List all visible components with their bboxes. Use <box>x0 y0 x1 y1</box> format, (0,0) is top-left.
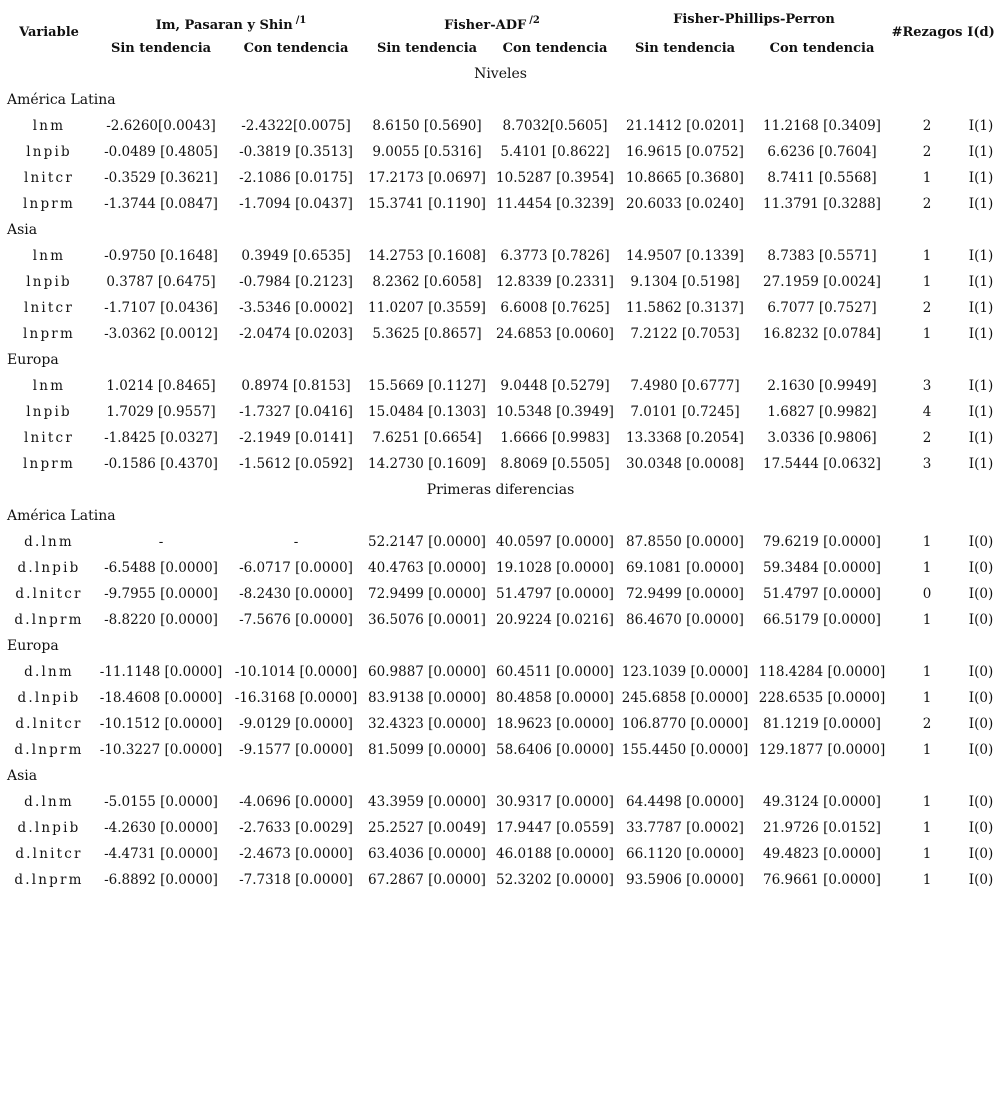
table-cell: I(0) <box>968 534 994 550</box>
variable-cell: lnitcr <box>24 430 74 446</box>
table-cell: 8.8069 [0.5505] <box>500 456 610 472</box>
table-cell: 1 <box>922 742 932 758</box>
table-cell: -2.4673 [0.0000] <box>239 846 353 862</box>
table-cell: 1 <box>922 846 932 862</box>
header-lags: #Rezagos <box>891 25 963 40</box>
table-cell: -2.6260[0.0043] <box>106 118 216 134</box>
table-cell: -0.7984 [0.2123] <box>239 274 353 290</box>
variable-cell: lnitcr <box>24 300 74 316</box>
variable-cell: d.lnitcr <box>15 586 83 602</box>
table-cell: 123.1039 [0.0000] <box>621 664 749 680</box>
table-cell: -2.1949 [0.0141] <box>239 430 353 446</box>
variable-cell: d.lnpib <box>17 690 81 706</box>
table-cell: I(0) <box>968 846 994 862</box>
table-cell: - <box>158 534 164 550</box>
table-row <box>0 529 1001 555</box>
table-cell: 8.2362 [0.6058] <box>372 274 482 290</box>
table-cell: -6.0717 [0.0000] <box>239 560 353 576</box>
variable-cell: d.lnm <box>24 794 74 810</box>
table-cell: 52.2147 [0.0000] <box>368 534 486 550</box>
table-cell: 27.1959 [0.0024] <box>763 274 881 290</box>
table-cell: 15.3741 [0.1190] <box>368 196 486 212</box>
table-row <box>0 243 1001 269</box>
table-cell: -0.1586 [0.4370] <box>104 456 218 472</box>
table-cell: -7.5676 [0.0000] <box>239 612 353 628</box>
table-cell: I(0) <box>968 872 994 888</box>
table-cell: 12.8339 [0.2331] <box>496 274 614 290</box>
table-cell: 6.6236 [0.7604] <box>767 144 877 160</box>
table-cell: 93.5906 [0.0000] <box>626 872 744 888</box>
table-cell: - <box>293 534 299 550</box>
table-cell: I(1) <box>968 248 994 264</box>
table-cell: 7.4980 [0.6777] <box>630 378 740 394</box>
table-cell: 16.8232 [0.0784] <box>763 326 881 342</box>
table-cell: 69.1081 [0.0000] <box>626 560 744 576</box>
variable-cell: lnpib <box>26 404 72 420</box>
table-cell: 14.9507 [0.1339] <box>626 248 744 264</box>
variable-cell: lnpib <box>26 274 72 290</box>
variable-cell: lnprm <box>23 196 75 212</box>
table-cell: 20.9224 [0.0216] <box>496 612 614 628</box>
table-cell: -1.3744 [0.0847] <box>104 196 218 212</box>
variable-cell: d.lnprm <box>14 742 84 758</box>
table-cell: 0.8974 [0.8153] <box>241 378 351 394</box>
subheader-col-6: Con tendencia <box>769 41 875 56</box>
table-cell: -1.8425 [0.0327] <box>104 430 218 446</box>
table-cell: 72.9499 [0.0000] <box>368 586 486 602</box>
table-cell: 21.9726 [0.0152] <box>763 820 881 836</box>
table-cell: -6.8892 [0.0000] <box>104 872 218 888</box>
table-cell: 11.0207 [0.3559] <box>368 300 486 316</box>
table-cell: 1 <box>922 560 932 576</box>
table-cell: -5.0155 [0.0000] <box>104 794 218 810</box>
header-order: I(d) <box>967 25 995 40</box>
variable-cell: lnitcr <box>24 170 74 186</box>
table-cell: 79.6219 [0.0000] <box>763 534 881 550</box>
table-cell: 49.3124 [0.0000] <box>763 794 881 810</box>
table-cell: I(0) <box>968 690 994 706</box>
table-cell: 80.4858 [0.0000] <box>496 690 614 706</box>
table-cell: 11.4454 [0.3239] <box>496 196 614 212</box>
table-cell: -4.4731 [0.0000] <box>104 846 218 862</box>
table-cell: 30.0348 [0.0008] <box>626 456 744 472</box>
table-row <box>0 373 1001 399</box>
table-cell: -0.9750 [0.1648] <box>104 248 218 264</box>
table-row <box>0 659 1001 685</box>
table-cell: 1 <box>922 248 932 264</box>
region-label: Asia <box>7 222 38 238</box>
table-cell: 40.0597 [0.0000] <box>496 534 614 550</box>
table-cell: 8.7411 [0.5568] <box>767 170 877 186</box>
table-cell: 1 <box>922 170 932 186</box>
table-cell: 15.0484 [0.1303] <box>368 404 486 420</box>
table-row <box>0 165 1001 191</box>
table-cell: -1.7327 [0.0416] <box>239 404 353 420</box>
table-cell: -11.1148 [0.0000] <box>99 664 223 680</box>
table-row <box>0 581 1001 607</box>
table-cell: 0 <box>922 586 932 602</box>
variable-cell: lnm <box>32 248 66 264</box>
table-cell: 9.0055 [0.5316] <box>372 144 482 160</box>
table-cell: 7.0101 [0.7245] <box>630 404 740 420</box>
table-cell: I(1) <box>968 456 994 472</box>
table-cell: 49.4823 [0.0000] <box>763 846 881 862</box>
table-cell: -2.7633 [0.0029] <box>239 820 353 836</box>
table-cell: 2 <box>922 144 932 160</box>
table-cell: 66.5179 [0.0000] <box>763 612 881 628</box>
table-cell: I(1) <box>968 144 994 160</box>
table-cell: 1 <box>922 872 932 888</box>
table-cell: I(1) <box>968 170 994 186</box>
table-cell: 3 <box>922 456 932 472</box>
table-cell: 43.3959 [0.0000] <box>368 794 486 810</box>
table-cell: I(1) <box>968 196 994 212</box>
table-cell: 14.2730 [0.1609] <box>368 456 486 472</box>
table-cell: 19.1028 [0.0000] <box>496 560 614 576</box>
variable-cell: d.lnpib <box>17 560 81 576</box>
subheader-col-3: Sin tendencia <box>376 41 478 56</box>
table-row <box>0 191 1001 217</box>
table-cell: -0.0489 [0.4805] <box>104 144 218 160</box>
table-row <box>0 789 1001 815</box>
header-note-fisher-adf: /2 <box>529 15 540 26</box>
table-cell: 1.6827 [0.9982] <box>767 404 877 420</box>
table-cell: 60.9887 [0.0000] <box>368 664 486 680</box>
table-cell: I(1) <box>968 404 994 420</box>
variable-cell: d.lnitcr <box>15 846 83 862</box>
table-cell: 24.6853 [0.0060] <box>496 326 614 342</box>
table-row <box>0 451 1001 477</box>
table-cell: -10.1512 [0.0000] <box>99 716 223 732</box>
table-cell: 16.9615 [0.0752] <box>626 144 744 160</box>
table-cell: 1 <box>922 794 932 810</box>
table-cell: 20.6033 [0.0240] <box>626 196 744 212</box>
table-cell: I(0) <box>968 742 994 758</box>
subheader-col-4: Con tendencia <box>502 41 608 56</box>
table-cell: 6.3773 [0.7826] <box>500 248 610 264</box>
table-cell: I(0) <box>968 820 994 836</box>
table-cell: 17.5444 [0.0632] <box>763 456 881 472</box>
table-row <box>0 139 1001 165</box>
table-cell: -4.0696 [0.0000] <box>239 794 353 810</box>
table-cell: 1.7029 [0.9557] <box>106 404 216 420</box>
table-cell: 0.3787 [0.6475] <box>106 274 216 290</box>
table-cell: I(0) <box>968 612 994 628</box>
table-cell: 1 <box>922 820 932 836</box>
table-cell: 11.5862 [0.3137] <box>626 300 744 316</box>
header-note-ips: /1 <box>295 15 307 26</box>
table-cell: 9.0448 [0.5279] <box>500 378 610 394</box>
region-label: América Latina <box>7 508 116 524</box>
table-row <box>0 841 1001 867</box>
table-cell: 59.3484 [0.0000] <box>763 560 881 576</box>
table-cell: 1 <box>922 326 932 342</box>
table-cell: 1.0214 [0.8465] <box>106 378 216 394</box>
table-cell: I(1) <box>968 118 994 134</box>
subheader-col-5: Sin tendencia <box>634 41 736 56</box>
table-cell: -1.7107 [0.0436] <box>104 300 218 316</box>
table-cell: 7.6251 [0.6654] <box>372 430 482 446</box>
table-cell: 15.5669 [0.1127] <box>368 378 486 394</box>
table-cell: -6.5488 [0.0000] <box>104 560 218 576</box>
table-cell: 10.5348 [0.3949] <box>496 404 614 420</box>
table-cell: 67.2867 [0.0000] <box>368 872 486 888</box>
table-cell: -8.8220 [0.0000] <box>104 612 218 628</box>
region-label: América Latina <box>7 92 116 108</box>
table-cell: -7.7318 [0.0000] <box>239 872 353 888</box>
table-cell: -0.3529 [0.3621] <box>104 170 218 186</box>
table-cell: 245.6858 [0.0000] <box>621 690 749 706</box>
table-cell: 155.4450 [0.0000] <box>621 742 749 758</box>
table-cell: 3.0336 [0.9806] <box>767 430 877 446</box>
table-cell: -1.5612 [0.0592] <box>239 456 353 472</box>
table-cell: -3.5346 [0.0002] <box>239 300 353 316</box>
table-cell: -1.7094 [0.0437] <box>239 196 353 212</box>
table-cell: 17.2173 [0.0697] <box>368 170 486 186</box>
variable-cell: lnprm <box>23 456 75 472</box>
table-cell: 10.8665 [0.3680] <box>626 170 744 186</box>
table-row <box>0 555 1001 581</box>
header-group-fisher-pp: Fisher-Phillips-Perron <box>673 12 835 27</box>
table-cell: 6.6008 [0.7625] <box>500 300 610 316</box>
table-cell: 87.8550 [0.0000] <box>626 534 744 550</box>
table-cell: -18.4608 [0.0000] <box>99 690 223 706</box>
table-cell: 2 <box>922 118 932 134</box>
table-cell: 60.4511 [0.0000] <box>496 664 614 680</box>
variable-cell: d.lnpib <box>17 820 81 836</box>
header-variable: Variable <box>19 25 79 40</box>
table-cell: I(1) <box>968 300 994 316</box>
variable-cell: d.lnm <box>24 534 74 550</box>
table-cell: 17.9447 [0.0559] <box>496 820 614 836</box>
table-cell: 3 <box>922 378 932 394</box>
table-cell: 18.9623 [0.0000] <box>496 716 614 732</box>
table-cell: 13.3368 [0.2054] <box>626 430 744 446</box>
table-row <box>0 711 1001 737</box>
table-cell: 36.5076 [0.0001] <box>368 612 486 628</box>
table-cell: 81.1219 [0.0000] <box>763 716 881 732</box>
table-cell: 46.0188 [0.0000] <box>496 846 614 862</box>
table-cell: 83.9138 [0.0000] <box>368 690 486 706</box>
section-title: Primeras diferencias <box>426 482 575 498</box>
variable-cell: d.lnm <box>24 664 74 680</box>
variable-cell: lnm <box>32 118 66 134</box>
table-cell: -9.0129 [0.0000] <box>239 716 353 732</box>
table-cell: 86.4670 [0.0000] <box>626 612 744 628</box>
table-row <box>0 269 1001 295</box>
region-label: Europa <box>7 638 59 654</box>
table-row <box>0 685 1001 711</box>
variable-cell: lnprm <box>23 326 75 342</box>
table-cell: -9.1577 [0.0000] <box>239 742 353 758</box>
table-cell: 1 <box>922 274 932 290</box>
table-cell: 0.3949 [0.6535] <box>241 248 351 264</box>
table-cell: I(0) <box>968 664 994 680</box>
variable-cell: d.lnprm <box>14 872 84 888</box>
section-title: Niveles <box>474 66 527 82</box>
table-cell: -8.2430 [0.0000] <box>239 586 353 602</box>
table-cell: 58.6406 [0.0000] <box>496 742 614 758</box>
table-cell: 8.6150 [0.5690] <box>372 118 482 134</box>
header-group-ips: Im, Pasaran y Shin $^{/1}$ <box>155 15 307 33</box>
variable-cell: d.lnitcr <box>15 716 83 732</box>
table-cell: -2.0474 [0.0203] <box>239 326 353 342</box>
table-cell: I(0) <box>968 716 994 732</box>
region-label: Europa <box>7 352 59 368</box>
table-cell: 51.4797 [0.0000] <box>496 586 614 602</box>
table-cell: 8.7032[0.5605] <box>502 118 608 134</box>
variable-cell: lnpib <box>26 144 72 160</box>
table-cell: 8.7383 [0.5571] <box>767 248 877 264</box>
subheader-col-1: Sin tendencia <box>110 41 212 56</box>
table-cell: 2 <box>922 300 932 316</box>
table-cell: 1 <box>922 612 932 628</box>
table-row <box>0 321 1001 347</box>
table-cell: 228.6535 [0.0000] <box>758 690 886 706</box>
table-cell: 30.9317 [0.0000] <box>496 794 614 810</box>
table-cell: -10.3227 [0.0000] <box>99 742 223 758</box>
region-label: Asia <box>7 768 38 784</box>
table-cell: 11.3791 [0.3288] <box>763 196 881 212</box>
table-cell: 66.1120 [0.0000] <box>626 846 744 862</box>
table-cell: I(0) <box>968 560 994 576</box>
table-cell: I(1) <box>968 430 994 446</box>
table-cell: I(1) <box>968 274 994 290</box>
table-cell: 14.2753 [0.1608] <box>368 248 486 264</box>
table-cell: 25.2527 [0.0049] <box>368 820 486 836</box>
table-row <box>0 607 1001 633</box>
table-cell: 10.5287 [0.3954] <box>496 170 614 186</box>
table-cell: 33.7787 [0.0002] <box>626 820 744 836</box>
table-cell: 4 <box>922 404 932 420</box>
table-cell: 21.1412 [0.0201] <box>626 118 744 134</box>
table-cell: 118.4284 [0.0000] <box>758 664 886 680</box>
table-cell: -2.4322[0.0075] <box>241 118 351 134</box>
table-row <box>0 399 1001 425</box>
table-cell: 6.7077 [0.7527] <box>767 300 877 316</box>
table-cell: I(1) <box>968 378 994 394</box>
table-cell: I(0) <box>968 794 994 810</box>
table-cell: 1 <box>922 534 932 550</box>
table-cell: 2.1630 [0.9949] <box>767 378 877 394</box>
variable-cell: d.lnprm <box>14 612 84 628</box>
table-cell: 52.3202 [0.0000] <box>496 872 614 888</box>
table-cell: 63.4036 [0.0000] <box>368 846 486 862</box>
table-row <box>0 867 1001 893</box>
table-row <box>0 815 1001 841</box>
table-cell: -4.2630 [0.0000] <box>104 820 218 836</box>
header-group-fisher-adf: Fisher-ADF $^{/2}$ <box>444 15 540 33</box>
table-cell: 129.1877 [0.0000] <box>758 742 886 758</box>
table-cell: 81.5099 [0.0000] <box>368 742 486 758</box>
table-cell: 5.3625 [0.8657] <box>372 326 482 342</box>
table-cell: -9.7955 [0.0000] <box>104 586 218 602</box>
table-cell: 106.8770 [0.0000] <box>621 716 749 732</box>
table-cell: 7.2122 [0.7053] <box>630 326 740 342</box>
table-cell: 2 <box>922 196 932 212</box>
table-cell: 2 <box>922 716 932 732</box>
table-row <box>0 295 1001 321</box>
table-cell: I(1) <box>968 326 994 342</box>
table-cell: 76.9661 [0.0000] <box>763 872 881 888</box>
table-cell: -10.1014 [0.0000] <box>234 664 358 680</box>
table-cell: 32.4323 [0.0000] <box>368 716 486 732</box>
table-cell: -3.0362 [0.0012] <box>104 326 218 342</box>
table-cell: 40.4763 [0.0000] <box>368 560 486 576</box>
table-cell: -2.1086 [0.0175] <box>239 170 353 186</box>
table-row <box>0 113 1001 139</box>
table-cell: 9.1304 [0.5198] <box>630 274 740 290</box>
table-cell: 1 <box>922 664 932 680</box>
table-cell: 51.4797 [0.0000] <box>763 586 881 602</box>
table-row <box>0 425 1001 451</box>
table-row <box>0 737 1001 763</box>
table-cell: 1 <box>922 690 932 706</box>
table-cell: 64.4498 [0.0000] <box>626 794 744 810</box>
table-cell: -0.3819 [0.3513] <box>239 144 353 160</box>
table-cell: 5.4101 [0.8622] <box>500 144 610 160</box>
table-cell: 72.9499 [0.0000] <box>626 586 744 602</box>
table-cell: 2 <box>922 430 932 446</box>
table-cell: 11.2168 [0.3409] <box>763 118 881 134</box>
table-cell: -16.3168 [0.0000] <box>234 690 358 706</box>
subheader-col-2: Con tendencia <box>243 41 349 56</box>
table-cell: 1.6666 [0.9983] <box>500 430 610 446</box>
variable-cell: lnm <box>32 378 66 394</box>
table-cell: I(0) <box>968 586 994 602</box>
